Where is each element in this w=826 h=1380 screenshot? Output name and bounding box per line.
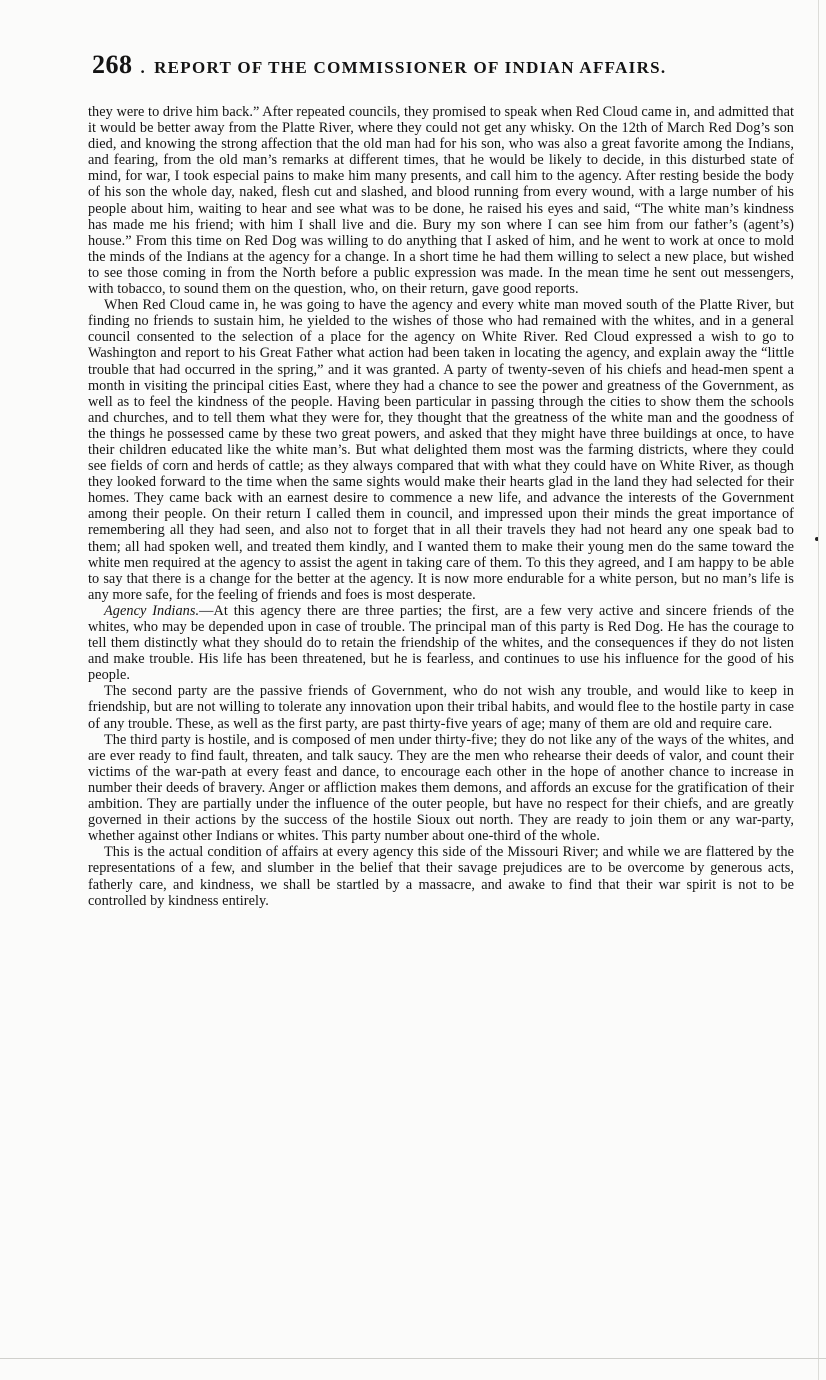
paragraph-third-party — [88, 732, 794, 845]
report-body — [88, 104, 794, 909]
scan-edge-right — [818, 0, 819, 1380]
page-number: 268 — [92, 50, 133, 79]
page-header — [92, 50, 792, 90]
paragraph-text: —At this agency there are three parties; the first, are a few very active and sincere friends of the whites, who may be depended upon in case of trouble. The principal man of this party is Red Dog. He has the courage to tell them distinctly what they should do to retain the friendship of the whites, and the consequences if they do not listen and make trouble. His life has been threatened, but he is fearless, and continues to use his influence for the good of his people. — [88, 602, 795, 684]
scan-edge-bottom — [0, 1358, 826, 1359]
header-separator: . — [140, 58, 147, 77]
paragraph-text: This is the actual condition of affairs at every agency this side of the Missouri River; and while we are flattered by the representations of a few, and slumber in the belief that their savage prejudices are to be overcome by generous acts, fatherly care, and kindness, we shall be startled by a massacre, and awake to find that their war spirit is not to be controlled by kindness entirely. — [88, 844, 794, 909]
paragraph-text: The third party is hostile, and is composed of men under thirty-five; they do not like any of the ways of the whites, and are ever ready to find fault, threaten, and talk saucy. They are the men who rehearse their deeds of valor, and count their victims of the war-path at every feast and dance, to encourage each other in the hope of another chance to increase in number their deeds of bravery. Anger or affliction makes them demons, and affords an excuse for the gratification of their ambition. They are partially under the influence of the outer people, but have no respect for their chiefs, and are greatly governed in their actions by the success of the hostile Sioux out north. They are ready to join them or any war-party, whether against other Indians or whites. This party number about one-third of the whole. — [88, 731, 794, 845]
paragraph-text: The second party are the passive friends of Government, who do not wish any trouble, and would like to keep in friendship, but are not willing to tolerate any innovation upon their tribal habits, and would flee to the hostile party in case of any trouble. These, as well as the first party, are past thirty-five years of age; many of them are old and require care. — [88, 683, 794, 732]
paragraph-red-dog — [88, 104, 794, 297]
paragraph-conclusion — [88, 844, 794, 908]
section-lead-in: Agency Indians. — [104, 602, 200, 619]
paragraph-red-cloud — [88, 297, 794, 603]
paragraph-agency-indians — [88, 603, 794, 683]
paragraph-text: When Red Cloud came in, he was going to have the agency and every white man moved south of the Platte River, but finding no friends to sustain him, he yielded to the wishes of those who had remained with the whites, and in a general council consented to the selection of a place for the agency on White River. Red Cloud expressed a wish to go to Washington and report to his Great Father what action had been taken in locating the agency, and explain away the “little trouble that had occurred in the spring,” and it was granted. A party of twenty-seven of his chiefs and head-men spent a month in visiting the principal cities East, where they had a chance to see the power and greatness of the Government, as well as to feel the kindness of the people. Having been particular in passing through the cities to show them the schools and churches, and to tell them what they were for, they thought that the greatness of the white man and the goodness of the things he possessed came by these two great powers, and asked that they might have three buildings at once, to have their children educated like the white man’s. But what delighted them most was the farming districts, where they could see fields of corn and herds of cattle; as they always compared that with what they could have on White River, as though they looked forward to the time when the same sights would make their hearts glad in the land they had selected for their homes. They came back with an earnest desire to commence a new life, and advance the interests of the Government among their people. On their return I called them in council, and impressed upon their minds the great importance of remembering all they had seen, and also not to forget that in all their travels they had not heard any one speak bad to them; all had spoken well, and treated them kindly, and I wanted them to make their young men do the same toward the white men required at the agency to assist the agent in taking care of them. To this they agreed, and I am happy to be able to say that there is a change for the better at the agency. It is now more endurable for a white person, but no man’s life is any more safe, for the feeling of friends and foes is most desperate. — [88, 297, 794, 603]
running-title: REPORT OF THE COMMISSIONER OF INDIAN AFFAIRS. — [154, 58, 667, 77]
paragraph-text: they were to drive him back.” After repeated councils, they promised to speak when Red Cloud came in, and admitted that it would be better away from the Platte River, where they could not get any whisky. On the 12th of March Red Dog’s son died, and knowing the strong affection that the old man had for his son, who was also a great favorite among the Indians, and fearing, from the old man’s remarks at different times, that he would be likely to decide, in this disturbed state of mind, for war, I took especial pains to make him many presents, and call him to the agency. After resting beside the body of his son the whole day, naked, flesh cut and slashed, and blood running from every wound, with a large number of his people about him, waiting to hear and see what was to be done, he raised his eyes and said, “The white man’s kindness has made me his friend; with him I shall live and die. Bury my son where I can see him from our father’s (agent’s) house.” From this time on Red Dog was willing to do anything that I asked of him, and he went to work at once to mold the minds of the Indians at the agency for a change. In a short time he had them willing to select a new place, but wished to see those coming in from the North before a public expression was made. In the mean time he sent out messengers, with tobacco, to sound them on the question, who, on their return, gave good reports. — [88, 104, 794, 298]
paragraph-second-party — [88, 683, 794, 731]
